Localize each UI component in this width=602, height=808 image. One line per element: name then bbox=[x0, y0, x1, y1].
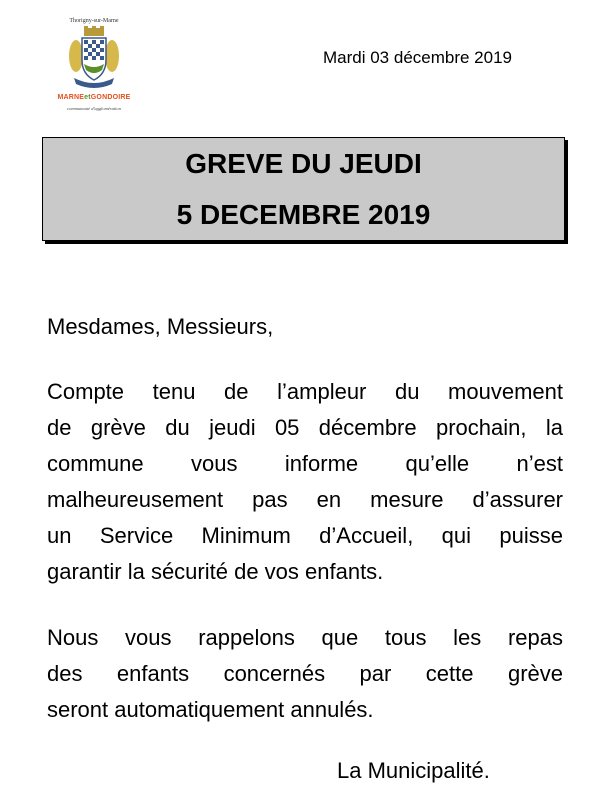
logo-brand bbox=[52, 94, 136, 101]
logo-brand-part2: et bbox=[84, 94, 91, 101]
logo-town-name: Thorigny-sur-Marne bbox=[69, 18, 119, 24]
document-date: Mardi 03 décembre 2019 bbox=[323, 48, 513, 67]
paragraph-1-line: garantir la sécurité de vos enfants. bbox=[47, 559, 384, 584]
title-line-1: GREVE DU JEUDI bbox=[185, 148, 422, 179]
paragraph-1-line: de grève du jeudi 05 décembre prochain, la bbox=[47, 415, 563, 440]
paragraph-2-line: seront automatiquement annulés. bbox=[47, 697, 374, 722]
signature: La Municipalité. bbox=[337, 758, 490, 783]
logo-tagline: communauté d'agglomération bbox=[67, 106, 121, 111]
logo-brand-part1: MARNE bbox=[57, 94, 85, 101]
paragraph-2-line: Nous vous rappelons que tous les repas bbox=[47, 625, 563, 650]
paragraph-1-line: un Service Minimum d’Accueil, qui puisse bbox=[47, 523, 563, 548]
title-box bbox=[42, 137, 565, 241]
paragraph-1 bbox=[47, 374, 563, 590]
salutation: Mesdames, Messieurs, bbox=[47, 314, 274, 339]
paragraph-1-line: commune vous informe qu’elle n’est bbox=[47, 451, 563, 476]
paragraph-1-line: Compte tenu de l’ampleur du mouvement bbox=[47, 379, 563, 404]
coat-of-arms-icon bbox=[68, 26, 120, 90]
paragraph-2 bbox=[47, 620, 563, 728]
logo-brand-part3: GONDOIRE bbox=[90, 94, 131, 101]
municipal-logo bbox=[52, 14, 136, 114]
paragraph-2-line: des enfants concernés par cette grève bbox=[47, 661, 563, 686]
title-line-2: 5 DECEMBRE 2019 bbox=[176, 199, 431, 230]
paragraph-1-line: malheureusement pas en mesure d’assurer bbox=[47, 487, 563, 512]
